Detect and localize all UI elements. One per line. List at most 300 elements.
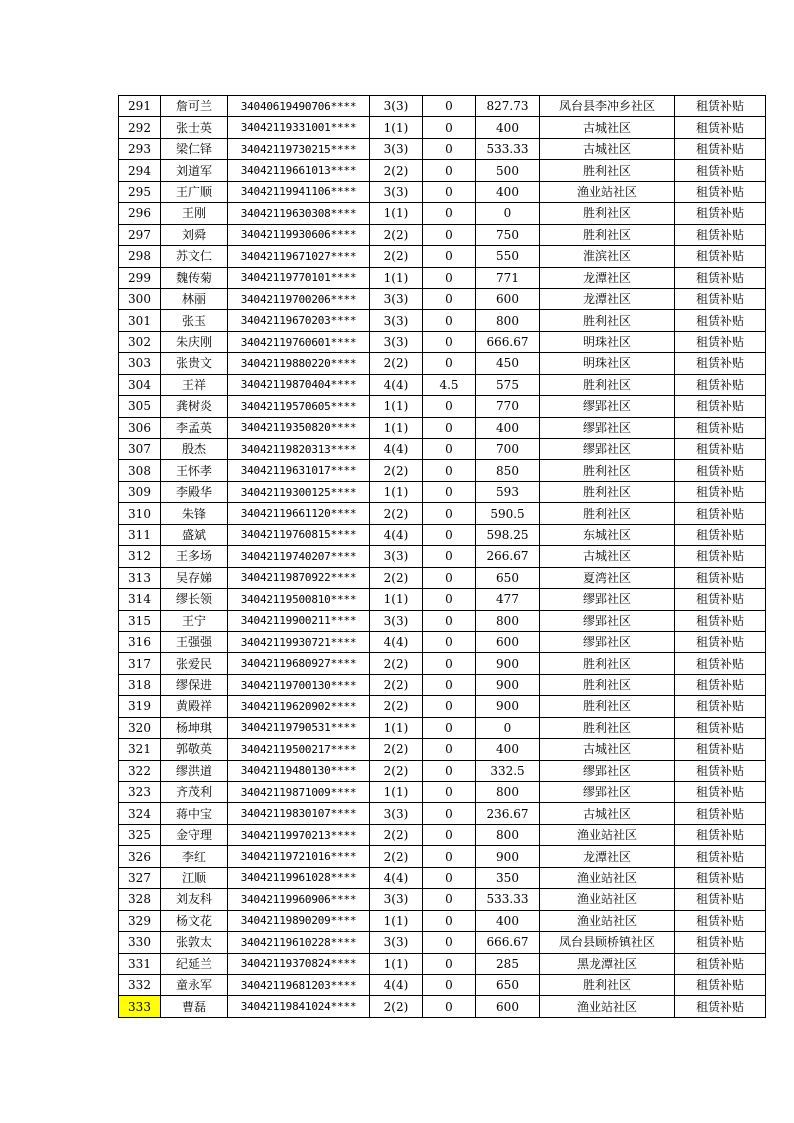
area-cell: 0 (423, 803, 476, 824)
row-number-cell: 303 (119, 353, 161, 374)
table-row (119, 867, 766, 888)
community-cell: 东城社区 (540, 524, 675, 545)
id-number-cell: 34042119790531**** (228, 717, 370, 738)
row-number-cell: 311 (119, 524, 161, 545)
name-cell: 王强强 (161, 631, 228, 652)
household-members-cell: 1(1) (370, 203, 423, 224)
name-cell: 郭敬英 (161, 739, 228, 760)
table-row (119, 481, 766, 502)
id-number-cell: 34042119830107**** (228, 803, 370, 824)
household-members-cell: 3(3) (370, 331, 423, 352)
row-number-cell: 294 (119, 160, 161, 181)
area-cell: 0 (423, 889, 476, 910)
table-row (119, 160, 766, 181)
row-number-cell: 321 (119, 739, 161, 760)
name-cell: 殷杰 (161, 439, 228, 460)
name-cell: 苏文仁 (161, 246, 228, 267)
subsidy-amount-cell: 666.67 (476, 932, 540, 953)
table-row (119, 567, 766, 588)
community-cell: 缪郢社区 (540, 589, 675, 610)
subsidy-type-cell: 租赁补贴 (675, 460, 766, 481)
id-number-cell: 34042119680927**** (228, 653, 370, 674)
community-cell: 缪郢社区 (540, 782, 675, 803)
table-body (119, 96, 766, 1018)
area-cell: 0 (423, 224, 476, 245)
subsidy-amount-cell: 771 (476, 267, 540, 288)
subsidy-type-cell: 租赁补贴 (675, 310, 766, 331)
community-cell: 古城社区 (540, 803, 675, 824)
household-members-cell: 3(3) (370, 932, 423, 953)
subsidy-amount-cell: 770 (476, 396, 540, 417)
household-members-cell: 4(4) (370, 524, 423, 545)
household-members-cell: 3(3) (370, 310, 423, 331)
table-row (119, 696, 766, 717)
area-cell: 0 (423, 610, 476, 631)
table-row (119, 932, 766, 953)
subsidy-amount-cell: 477 (476, 589, 540, 610)
subsidy-amount-cell: 700 (476, 439, 540, 460)
subsidy-amount-cell: 400 (476, 739, 540, 760)
table-row (119, 631, 766, 652)
name-cell: 张贵文 (161, 353, 228, 374)
id-number-cell: 34042119700206**** (228, 288, 370, 309)
table-row (119, 610, 766, 631)
name-cell: 詹可兰 (161, 96, 228, 117)
area-cell: 0 (423, 546, 476, 567)
table-row (119, 717, 766, 738)
table-row (119, 117, 766, 138)
name-cell: 李孟英 (161, 417, 228, 438)
subsidy-amount-cell: 598.25 (476, 524, 540, 545)
subsidy-amount-cell: 400 (476, 910, 540, 931)
id-number-cell: 34042119970213**** (228, 824, 370, 845)
subsidy-type-cell: 租赁补贴 (675, 374, 766, 395)
id-number-cell: 34042119760815**** (228, 524, 370, 545)
table-row (119, 96, 766, 117)
subsidy-type-cell: 租赁补贴 (675, 481, 766, 502)
id-number-cell: 34042119880220**** (228, 353, 370, 374)
table-row (119, 546, 766, 567)
table-row (119, 374, 766, 395)
table-row (119, 396, 766, 417)
table-row (119, 782, 766, 803)
subsidy-table (118, 95, 766, 1018)
household-members-cell: 2(2) (370, 567, 423, 588)
subsidy-type-cell: 租赁补贴 (675, 160, 766, 181)
subsidy-amount-cell: 400 (476, 181, 540, 202)
community-cell: 渔业站社区 (540, 996, 675, 1017)
subsidy-type-cell: 租赁补贴 (675, 503, 766, 524)
id-number-cell: 34042119661120**** (228, 503, 370, 524)
id-number-cell: 34042119370824**** (228, 953, 370, 974)
subsidy-amount-cell: 650 (476, 974, 540, 995)
subsidy-type-cell: 租赁补贴 (675, 96, 766, 117)
table-row (119, 288, 766, 309)
name-cell: 刘道军 (161, 160, 228, 181)
subsidy-type-cell: 租赁补贴 (675, 567, 766, 588)
subsidy-amount-cell: 400 (476, 417, 540, 438)
name-cell: 李殿华 (161, 481, 228, 502)
table-row (119, 760, 766, 781)
name-cell: 曹磊 (161, 996, 228, 1017)
row-number-cell: 310 (119, 503, 161, 524)
id-number-cell: 34042119671027**** (228, 246, 370, 267)
row-number-cell: 308 (119, 460, 161, 481)
table-row (119, 824, 766, 845)
name-cell: 杨文花 (161, 910, 228, 931)
table-row (119, 246, 766, 267)
area-cell: 0 (423, 203, 476, 224)
row-number-cell: 314 (119, 589, 161, 610)
name-cell: 缪洪道 (161, 760, 228, 781)
name-cell: 王多场 (161, 546, 228, 567)
row-number-cell: 331 (119, 953, 161, 974)
row-number-cell: 325 (119, 824, 161, 845)
row-number-cell: 316 (119, 631, 161, 652)
community-cell: 渔业站社区 (540, 867, 675, 888)
subsidy-amount-cell: 900 (476, 674, 540, 695)
table-row (119, 267, 766, 288)
id-number-cell: 34042119730215**** (228, 138, 370, 159)
community-cell: 胜利社区 (540, 503, 675, 524)
id-number-cell: 34042119630308**** (228, 203, 370, 224)
household-members-cell: 2(2) (370, 653, 423, 674)
subsidy-type-cell: 租赁补贴 (675, 717, 766, 738)
row-number-cell: 323 (119, 782, 161, 803)
community-cell: 渔业站社区 (540, 889, 675, 910)
row-number-cell: 291 (119, 96, 161, 117)
subsidy-amount-cell: 450 (476, 353, 540, 374)
subsidy-amount-cell: 800 (476, 824, 540, 845)
row-number-cell: 307 (119, 439, 161, 460)
subsidy-type-cell: 租赁补贴 (675, 696, 766, 717)
subsidy-type-cell: 租赁补贴 (675, 138, 766, 159)
household-members-cell: 1(1) (370, 589, 423, 610)
id-number-cell: 34042119670203**** (228, 310, 370, 331)
subsidy-type-cell: 租赁补贴 (675, 910, 766, 931)
subsidy-type-cell: 租赁补贴 (675, 953, 766, 974)
name-cell: 蒋中宝 (161, 803, 228, 824)
row-number-cell: 332 (119, 974, 161, 995)
row-number-cell: 312 (119, 546, 161, 567)
table-row (119, 417, 766, 438)
row-number-cell: 324 (119, 803, 161, 824)
community-cell: 缪郢社区 (540, 760, 675, 781)
area-cell: 0 (423, 846, 476, 867)
subsidy-amount-cell: 285 (476, 953, 540, 974)
subsidy-type-cell: 租赁补贴 (675, 546, 766, 567)
subsidy-type-cell: 租赁补贴 (675, 760, 766, 781)
community-cell: 胜利社区 (540, 674, 675, 695)
area-cell: 0 (423, 396, 476, 417)
row-number-cell: 299 (119, 267, 161, 288)
area-cell: 0 (423, 996, 476, 1017)
table-row (119, 889, 766, 910)
id-number-cell: 34042119631017**** (228, 460, 370, 481)
household-members-cell: 2(2) (370, 824, 423, 845)
id-number-cell: 34042119870404**** (228, 374, 370, 395)
subsidy-type-cell: 租赁补贴 (675, 782, 766, 803)
household-members-cell: 2(2) (370, 224, 423, 245)
household-members-cell: 4(4) (370, 631, 423, 652)
name-cell: 张爱民 (161, 653, 228, 674)
area-cell: 0 (423, 503, 476, 524)
household-members-cell: 2(2) (370, 353, 423, 374)
community-cell: 黑龙潭社区 (540, 953, 675, 974)
name-cell: 纪延兰 (161, 953, 228, 974)
row-number-cell: 329 (119, 910, 161, 931)
subsidy-amount-cell: 650 (476, 567, 540, 588)
id-number-cell: 34042119480130**** (228, 760, 370, 781)
id-number-cell: 34042119661013**** (228, 160, 370, 181)
row-number-cell: 326 (119, 846, 161, 867)
community-cell: 胜利社区 (540, 310, 675, 331)
table-row (119, 910, 766, 931)
table-row (119, 503, 766, 524)
subsidy-type-cell: 租赁补贴 (675, 610, 766, 631)
row-number-cell: 313 (119, 567, 161, 588)
household-members-cell: 1(1) (370, 117, 423, 138)
area-cell: 0 (423, 524, 476, 545)
name-cell: 缪保进 (161, 674, 228, 695)
table-row (119, 310, 766, 331)
row-number-cell: 296 (119, 203, 161, 224)
id-number-cell: 34042119331001**** (228, 117, 370, 138)
name-cell: 王祥 (161, 374, 228, 395)
community-cell: 缪郢社区 (540, 417, 675, 438)
id-number-cell: 34042119721016**** (228, 846, 370, 867)
subsidy-type-cell: 租赁补贴 (675, 889, 766, 910)
community-cell: 古城社区 (540, 117, 675, 138)
household-members-cell: 1(1) (370, 953, 423, 974)
id-number-cell: 34042119570605**** (228, 396, 370, 417)
area-cell: 0 (423, 674, 476, 695)
subsidy-amount-cell: 750 (476, 224, 540, 245)
community-cell: 胜利社区 (540, 481, 675, 502)
row-number-cell: 295 (119, 181, 161, 202)
area-cell: 4.5 (423, 374, 476, 395)
id-number-cell: 34042119890209**** (228, 910, 370, 931)
row-number-cell: 328 (119, 889, 161, 910)
household-members-cell: 1(1) (370, 267, 423, 288)
row-number-cell: 297 (119, 224, 161, 245)
subsidy-type-cell: 租赁补贴 (675, 653, 766, 674)
table-row (119, 739, 766, 760)
community-cell: 明珠社区 (540, 331, 675, 352)
subsidy-amount-cell: 332.5 (476, 760, 540, 781)
area-cell: 0 (423, 481, 476, 502)
household-members-cell: 3(3) (370, 889, 423, 910)
community-cell: 龙潭社区 (540, 846, 675, 867)
community-cell: 胜利社区 (540, 224, 675, 245)
table-row (119, 953, 766, 974)
subsidy-type-cell: 租赁补贴 (675, 417, 766, 438)
id-number-cell: 34042119500810**** (228, 589, 370, 610)
id-number-cell: 34042119870922**** (228, 567, 370, 588)
subsidy-type-cell: 租赁补贴 (675, 739, 766, 760)
id-number-cell: 34042119620902**** (228, 696, 370, 717)
household-members-cell: 1(1) (370, 481, 423, 502)
subsidy-type-cell: 租赁补贴 (675, 331, 766, 352)
id-number-cell: 34042119610228**** (228, 932, 370, 953)
subsidy-amount-cell: 350 (476, 867, 540, 888)
subsidy-amount-cell: 666.67 (476, 331, 540, 352)
name-cell: 朱锋 (161, 503, 228, 524)
subsidy-amount-cell: 900 (476, 653, 540, 674)
subsidy-type-cell: 租赁补贴 (675, 846, 766, 867)
household-members-cell: 2(2) (370, 503, 423, 524)
subsidy-amount-cell: 550 (476, 246, 540, 267)
area-cell: 0 (423, 331, 476, 352)
name-cell: 梁仁铎 (161, 138, 228, 159)
subsidy-type-cell: 租赁补贴 (675, 974, 766, 995)
community-cell: 胜利社区 (540, 203, 675, 224)
subsidy-type-cell: 租赁补贴 (675, 439, 766, 460)
highlighted-row-number-cell: 333 (119, 996, 161, 1017)
subsidy-type-cell: 租赁补贴 (675, 117, 766, 138)
id-number-cell: 34042119871009**** (228, 782, 370, 803)
subsidy-amount-cell: 900 (476, 846, 540, 867)
id-number-cell: 34042119700130**** (228, 674, 370, 695)
subsidy-type-cell: 租赁补贴 (675, 267, 766, 288)
id-number-cell: 34042119760601**** (228, 331, 370, 352)
subsidy-amount-cell: 0 (476, 203, 540, 224)
community-cell: 胜利社区 (540, 160, 675, 181)
subsidy-type-cell: 租赁补贴 (675, 224, 766, 245)
area-cell: 0 (423, 631, 476, 652)
area-cell: 0 (423, 910, 476, 931)
subsidy-type-cell: 租赁补贴 (675, 288, 766, 309)
community-cell: 胜利社区 (540, 374, 675, 395)
row-number-cell: 320 (119, 717, 161, 738)
household-members-cell: 4(4) (370, 374, 423, 395)
subsidy-amount-cell: 533.33 (476, 889, 540, 910)
table-row (119, 460, 766, 481)
subsidy-amount-cell: 800 (476, 310, 540, 331)
household-members-cell: 2(2) (370, 160, 423, 181)
subsidy-amount-cell: 533.33 (476, 138, 540, 159)
subsidy-amount-cell: 0 (476, 717, 540, 738)
area-cell: 0 (423, 246, 476, 267)
table-row (119, 353, 766, 374)
subsidy-type-cell: 租赁补贴 (675, 246, 766, 267)
subsidy-amount-cell: 236.67 (476, 803, 540, 824)
community-cell: 明珠社区 (540, 353, 675, 374)
name-cell: 刘友科 (161, 889, 228, 910)
area-cell: 0 (423, 417, 476, 438)
table-row (119, 674, 766, 695)
community-cell: 古城社区 (540, 739, 675, 760)
area-cell: 0 (423, 439, 476, 460)
row-number-cell: 300 (119, 288, 161, 309)
table-row (119, 224, 766, 245)
community-cell: 凤台县顾桥镇社区 (540, 932, 675, 953)
area-cell: 0 (423, 96, 476, 117)
household-members-cell: 1(1) (370, 717, 423, 738)
community-cell: 渔业站社区 (540, 910, 675, 931)
household-members-cell: 2(2) (370, 674, 423, 695)
household-members-cell: 1(1) (370, 396, 423, 417)
household-members-cell: 3(3) (370, 138, 423, 159)
row-number-cell: 298 (119, 246, 161, 267)
row-number-cell: 317 (119, 653, 161, 674)
subsidy-type-cell: 租赁补贴 (675, 203, 766, 224)
id-number-cell: 34042119930606**** (228, 224, 370, 245)
household-members-cell: 3(3) (370, 610, 423, 631)
area-cell: 0 (423, 953, 476, 974)
id-number-cell: 34042119300125**** (228, 481, 370, 502)
name-cell: 金守理 (161, 824, 228, 845)
subsidy-type-cell: 租赁补贴 (675, 932, 766, 953)
area-cell: 0 (423, 117, 476, 138)
household-members-cell: 2(2) (370, 846, 423, 867)
id-number-cell: 34040619490706**** (228, 96, 370, 117)
subsidy-amount-cell: 500 (476, 160, 540, 181)
household-members-cell: 2(2) (370, 996, 423, 1017)
area-cell: 0 (423, 653, 476, 674)
name-cell: 江顺 (161, 867, 228, 888)
subsidy-amount-cell: 850 (476, 460, 540, 481)
area-cell: 0 (423, 160, 476, 181)
community-cell: 胜利社区 (540, 696, 675, 717)
subsidy-amount-cell: 600 (476, 288, 540, 309)
row-number-cell: 304 (119, 374, 161, 395)
row-number-cell: 293 (119, 138, 161, 159)
id-number-cell: 34042119681203**** (228, 974, 370, 995)
area-cell: 0 (423, 824, 476, 845)
row-number-cell: 309 (119, 481, 161, 502)
household-members-cell: 3(3) (370, 803, 423, 824)
id-number-cell: 34042119941106**** (228, 181, 370, 202)
household-members-cell: 4(4) (370, 867, 423, 888)
name-cell: 吴存娣 (161, 567, 228, 588)
community-cell: 龙潭社区 (540, 267, 675, 288)
row-number-cell: 301 (119, 310, 161, 331)
area-cell: 0 (423, 696, 476, 717)
household-members-cell: 2(2) (370, 696, 423, 717)
name-cell: 李红 (161, 846, 228, 867)
id-number-cell: 34042119841024**** (228, 996, 370, 1017)
table-row (119, 439, 766, 460)
subsidy-amount-cell: 600 (476, 631, 540, 652)
subsidy-amount-cell: 590.5 (476, 503, 540, 524)
community-cell: 缪郢社区 (540, 396, 675, 417)
area-cell: 0 (423, 353, 476, 374)
id-number-cell: 34042119770101**** (228, 267, 370, 288)
id-number-cell: 34042119930721**** (228, 631, 370, 652)
area-cell: 0 (423, 867, 476, 888)
id-number-cell: 34042119961028**** (228, 867, 370, 888)
area-cell: 0 (423, 138, 476, 159)
subsidy-amount-cell: 600 (476, 996, 540, 1017)
area-cell: 0 (423, 782, 476, 803)
subsidy-type-cell: 租赁补贴 (675, 589, 766, 610)
subsidy-type-cell: 租赁补贴 (675, 824, 766, 845)
row-number-cell: 306 (119, 417, 161, 438)
name-cell: 王怀孝 (161, 460, 228, 481)
name-cell: 刘舜 (161, 224, 228, 245)
subsidy-amount-cell: 827.73 (476, 96, 540, 117)
row-number-cell: 330 (119, 932, 161, 953)
table-row (119, 974, 766, 995)
table-row (119, 331, 766, 352)
household-members-cell: 4(4) (370, 974, 423, 995)
subsidy-amount-cell: 800 (476, 782, 540, 803)
area-cell: 0 (423, 267, 476, 288)
name-cell: 杨坤琪 (161, 717, 228, 738)
id-number-cell: 34042119350820**** (228, 417, 370, 438)
subsidy-amount-cell: 593 (476, 481, 540, 502)
